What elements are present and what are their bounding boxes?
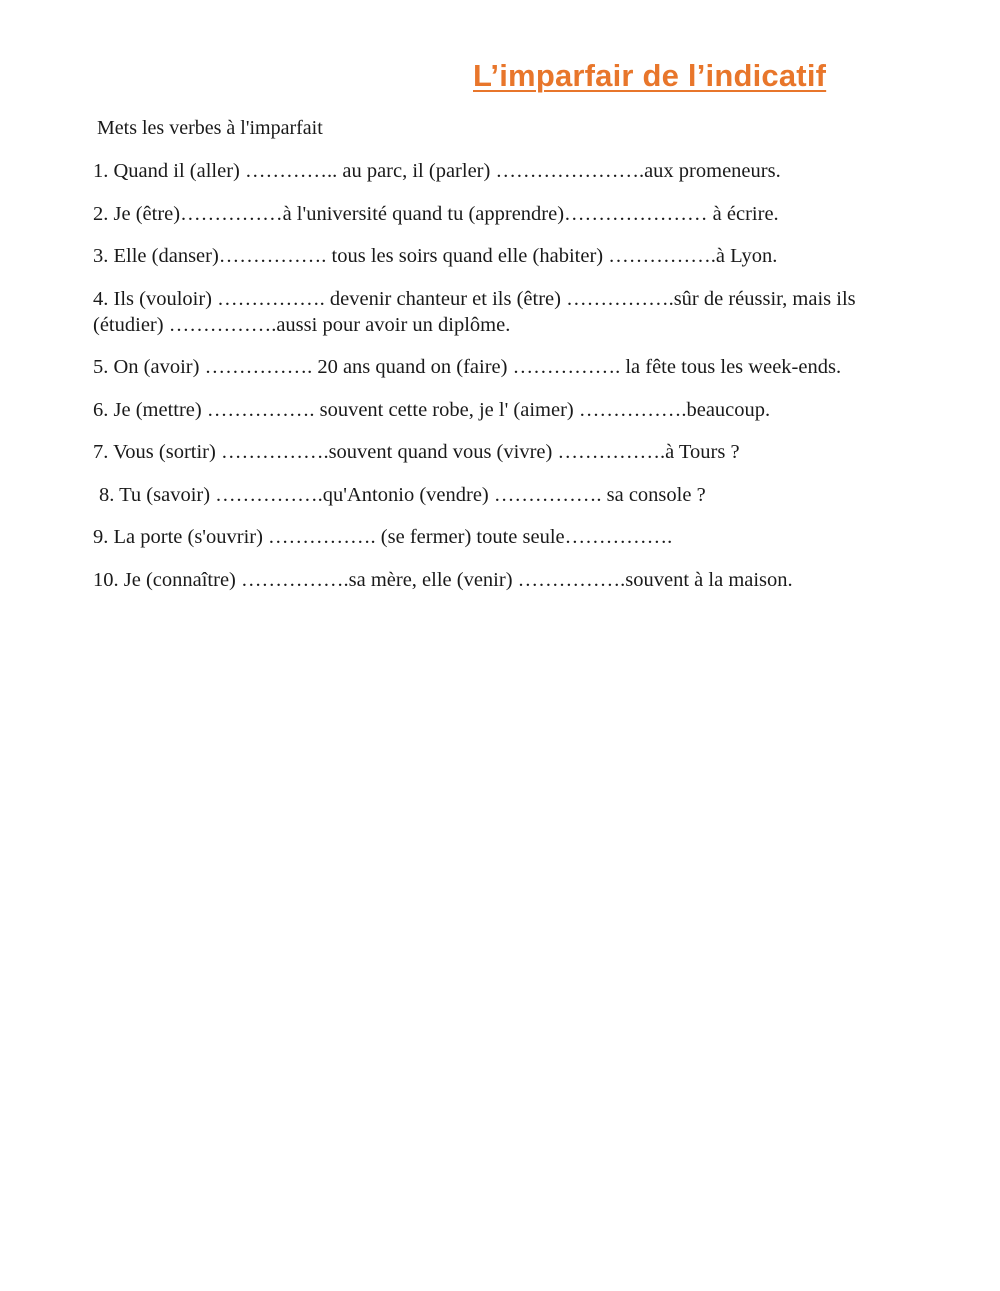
exercise-item-3: 3. Elle (danser)……………. tous les soirs quand elle (habiter) …………….à Lyon. xyxy=(93,245,778,267)
exercise-item-5: 5. On (avoir) ……………. 20 ans quand on (faire) ……………. la fête tous les week-ends. xyxy=(93,356,842,378)
exercise-item-7: 7. Vous (sortir) …………….souvent quand vous (vivre) …………….à Tours ? xyxy=(93,441,740,463)
exercise-item-1: 1. Quand il (aller) ………….. au parc, il (parler) ………………….aux promeneurs. xyxy=(93,160,781,182)
exercise-list xyxy=(93,158,893,609)
exercise-item-8: 8. Tu (savoir) …………….qu'Antonio (vendre) ……………. sa console ? xyxy=(99,483,706,506)
exercise-item-4: 4. Ils (vouloir) ……………. devenir chanteur et ils (être) …………….sûr de réussir, mais ils (étudier) …………….aussi pour avoir un diplôme. xyxy=(93,287,856,336)
exercise-item-10: 10. Je (connaître) …………….sa mère, elle (venir) …………….souvent à la maison. xyxy=(93,568,793,591)
exercise-item-6: 6. Je (mettre) ……………. souvent cette robe, je l' (aimer) …………….beaucoup. xyxy=(93,398,771,421)
exercise-item-2: 2. Je (être)……………à l'université quand tu (apprendre)………………… à écrire. xyxy=(93,202,779,225)
instruction-text: Mets les verbes à l'imparfait xyxy=(97,117,323,139)
exercise-item-9: 9. La porte (s'ouvrir) ……………. (se fermer) toute seule……………. xyxy=(93,526,673,548)
worksheet-title: L’imparfair de l’indicatif xyxy=(473,58,827,93)
